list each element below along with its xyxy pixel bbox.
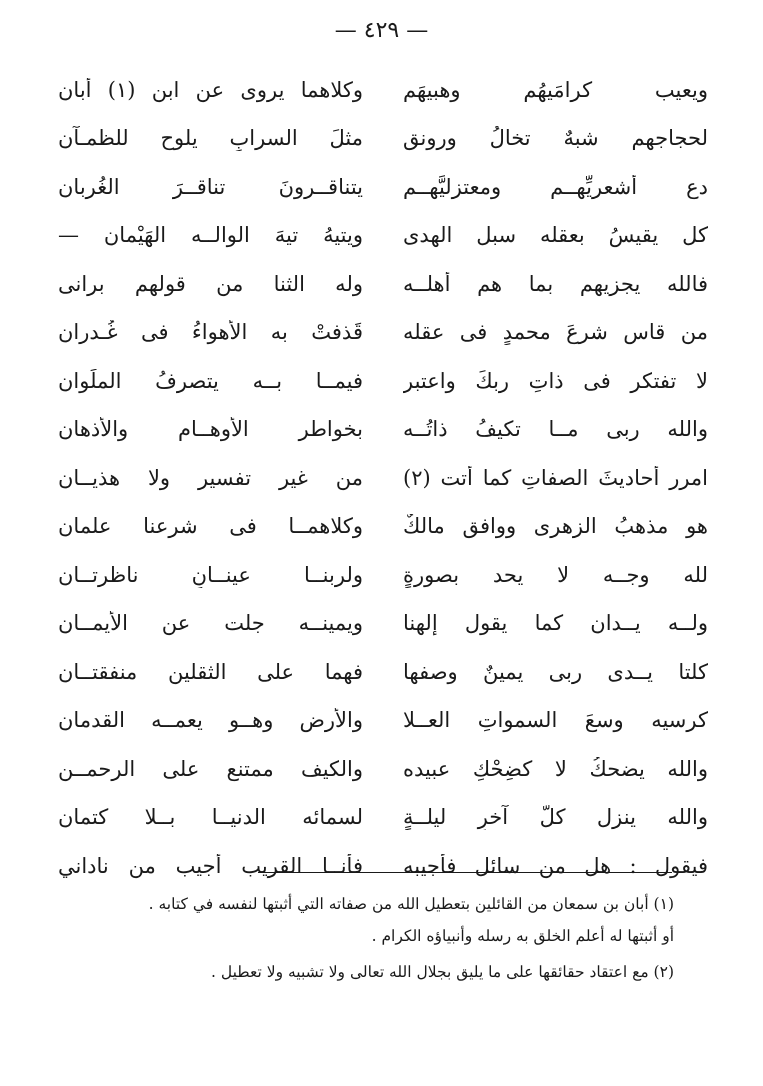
footnote-1-continuation: أو أثبتها له أعلم الخلق به رسله وأنبياؤه الكرام . bbox=[371, 927, 674, 945]
verse bbox=[58, 648, 708, 697]
verse bbox=[58, 454, 708, 503]
verse-first-hemistich: امرر أحاديثَ الصفاتِ كما أتت (٢) bbox=[403, 465, 708, 490]
verse-first-hemistich: هو مذهبُ الزهرى ووافق مالكٌ bbox=[403, 514, 708, 539]
verse-first-hemistich: من قاس شرعَ محمدٍ فى عقله bbox=[403, 320, 708, 345]
verse-second-hemistich: ويمينــه جلت عن الأيمــان bbox=[58, 611, 363, 636]
verse-first-hemistich: والله ربى مــا تكيفُ ذاتُــه bbox=[403, 417, 708, 442]
verse-first-hemistich: فيقول : هل من سائل فأجيبه bbox=[403, 853, 708, 878]
verse bbox=[58, 163, 708, 212]
verse-second-hemistich: بخواطر الأوهــام والأذهان bbox=[58, 417, 363, 442]
footnotes bbox=[70, 888, 674, 988]
verse-second-hemistich: وكلاهما يروى عن ابن (١) أَبان bbox=[58, 77, 363, 102]
verse-second-hemistich: فهما على الثقلين منفقتــان bbox=[58, 659, 363, 684]
verse-second-hemistich: لسمائه الدنيــا بــلا كتمان bbox=[58, 805, 363, 830]
verse bbox=[58, 309, 708, 358]
verse-second-hemistich: من غير تفسير ولا هذيــان bbox=[58, 465, 363, 490]
verse-first-hemistich: فالله يجزيهم بما هم أهلــه bbox=[403, 271, 708, 296]
verse bbox=[58, 115, 708, 164]
verse bbox=[58, 357, 708, 406]
verse bbox=[58, 212, 708, 261]
verse-first-hemistich: كل يقيسُ بعقله سبل الهدى bbox=[403, 223, 708, 248]
verse bbox=[58, 600, 708, 649]
verse bbox=[58, 260, 708, 309]
verse-second-hemistich: فأنــا القريب أجيب من ناداني bbox=[58, 853, 363, 878]
verse-first-hemistich: لحجاجهم شبهٌ تخالُ ورونق bbox=[403, 126, 708, 151]
verse-first-hemistich: لا تفتكر فى ذاتِ ربكَ واعتبر bbox=[403, 368, 708, 393]
verse-first-hemistich: والله يضحكُ لا كضِحْكِ عبيده bbox=[403, 756, 708, 781]
verse-second-hemistich: قَذفتْ به الأهواءُ فى غُـدران bbox=[58, 320, 363, 345]
footnote-2: (٢) مع اعتقاد حقائقها على ما يليق بجلال الله تعالى ولا تشبيه ولا تعطيل . bbox=[211, 963, 674, 981]
footnote-divider bbox=[258, 872, 672, 873]
verse-first-hemistich: لله وجــه لا يحد بصورةٍ bbox=[403, 562, 708, 587]
verse-second-hemistich: والكيف ممتنع على الرحمــن bbox=[58, 756, 363, 781]
verse bbox=[58, 794, 708, 843]
poem bbox=[58, 66, 708, 891]
verse-second-hemistich: فيمــا بــه يتصرفُ الملَوان bbox=[58, 368, 363, 393]
verse-second-hemistich: ولربنــا عينــانِ ناظرتــان bbox=[58, 562, 363, 587]
verse bbox=[58, 551, 708, 600]
verse bbox=[58, 745, 708, 794]
verse-second-hemistich: ويتيهُ تيهَ الوالــه الهَيْمان — bbox=[58, 223, 363, 248]
footnote-1: (١) أبان بن سمعان من القائلين بتعطيل الله من صفاته التي أثبتها لنفسه في كتابه . bbox=[148, 895, 674, 913]
verse-second-hemistich: وكلاهمــا فى شرعنا علمان bbox=[58, 514, 363, 539]
verse bbox=[58, 66, 708, 115]
page-number: — ٤٢٩ — bbox=[334, 18, 429, 43]
verse bbox=[58, 842, 708, 891]
verse bbox=[58, 406, 708, 455]
verse-second-hemistich: مثلَ السرابِ يلوح للظمـآن bbox=[58, 126, 363, 151]
verse-first-hemistich: كلتا يــدى ربى يمينٌ وصفها bbox=[403, 659, 708, 684]
verse-first-hemistich: دع أشعريِّهــم ومعتزليَّهــم bbox=[403, 174, 708, 199]
verse-first-hemistich: ويعيب كرامَيهُم وهبيهَم bbox=[403, 77, 708, 102]
verse-second-hemistich: والأرضِ وهــو يعمــه القدمان bbox=[58, 708, 363, 733]
verse-second-hemistich: وله الثنا من قولهم برانى bbox=[58, 271, 363, 296]
verse-first-hemistich: ولــه يــدان كما يقول إلهنا bbox=[403, 611, 708, 636]
verse-first-hemistich: والله ينزل كلَّ آخرِ ليلــةٍ bbox=[403, 805, 708, 830]
verse bbox=[58, 697, 708, 746]
verse-first-hemistich: كرسيه وسعَ السمواتِ العــلا bbox=[403, 708, 708, 733]
verse bbox=[58, 503, 708, 552]
verse-second-hemistich: يتناقــرونَ تناقــرَ الغُربان bbox=[58, 174, 363, 199]
